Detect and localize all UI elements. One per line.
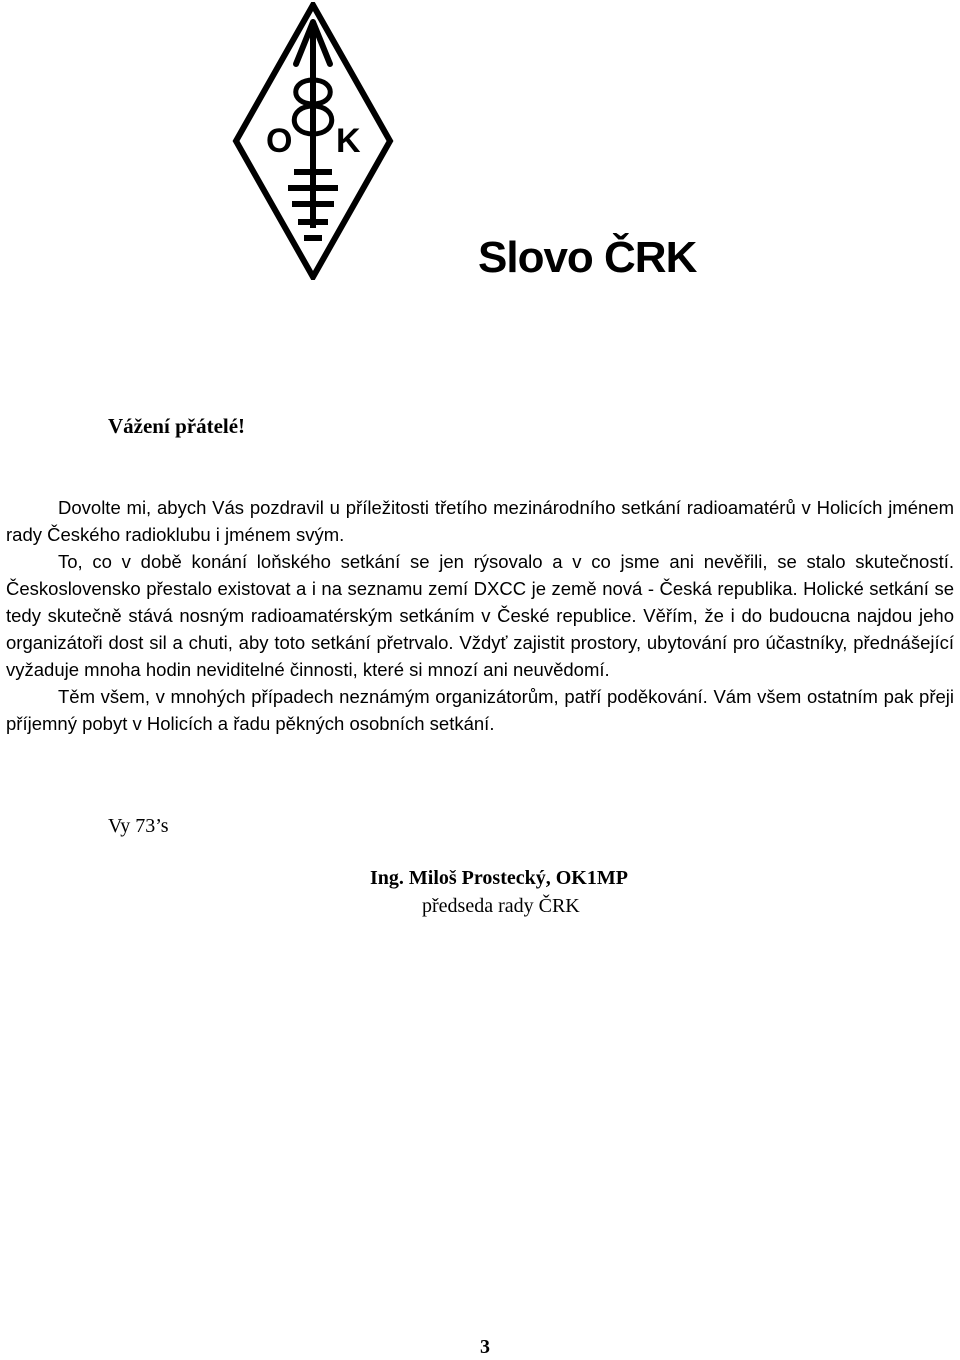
paragraph: Dovolte mi, abych Vás pozdravil u příležitosti třetího mezinárodního setkání radioamatérů v Holicích jménem rady Českého radioklubu i jménem svým. — [6, 497, 954, 545]
ok-club-logo — [232, 2, 394, 280]
signature-block — [370, 864, 628, 920]
logo-letter-k: K — [336, 122, 361, 160]
signature-name: Ing. Miloš Prostecký, OK1MP — [370, 867, 628, 889]
greeting: Vážení přátelé! — [108, 414, 246, 438]
page-number: 3 — [480, 1336, 490, 1358]
letter-body — [6, 494, 954, 737]
paragraph: To, co v době konání loňského setkání se jen rýsovalo a v co jsme ani nevěřili, se stalo skutečností. Československo přestalo existovat a i na seznamu zemí DXCC je země nová - Česká republika. Holické setkání se tedy skutečně stává nosným radioamatérským setkáním v České republice. Věřím, že i do budoucna najdou jeho organizátoři dost sil a chuti, aby toto setkání přetrvalo. Vždyť zajistit prostory, ubytování pro účastníky, přednášející vyžaduje mnoha hodin neviditelné činnosti, které si mnozí ani neuvědomí. — [6, 551, 954, 680]
signature-role: předseda rady ČRK — [422, 895, 580, 917]
logo-letter-o: O — [266, 122, 293, 160]
page-title: Slovo ČRK — [478, 233, 697, 282]
paragraph: Těm všem, v mnohých případech neznámým organizátorům, patří poděkování. Vám všem ostatním pak přeji příjemný pobyt v Holicích a řadu pěkných osobních setkání. — [6, 686, 954, 734]
closing: Vy 73’s — [108, 815, 169, 837]
